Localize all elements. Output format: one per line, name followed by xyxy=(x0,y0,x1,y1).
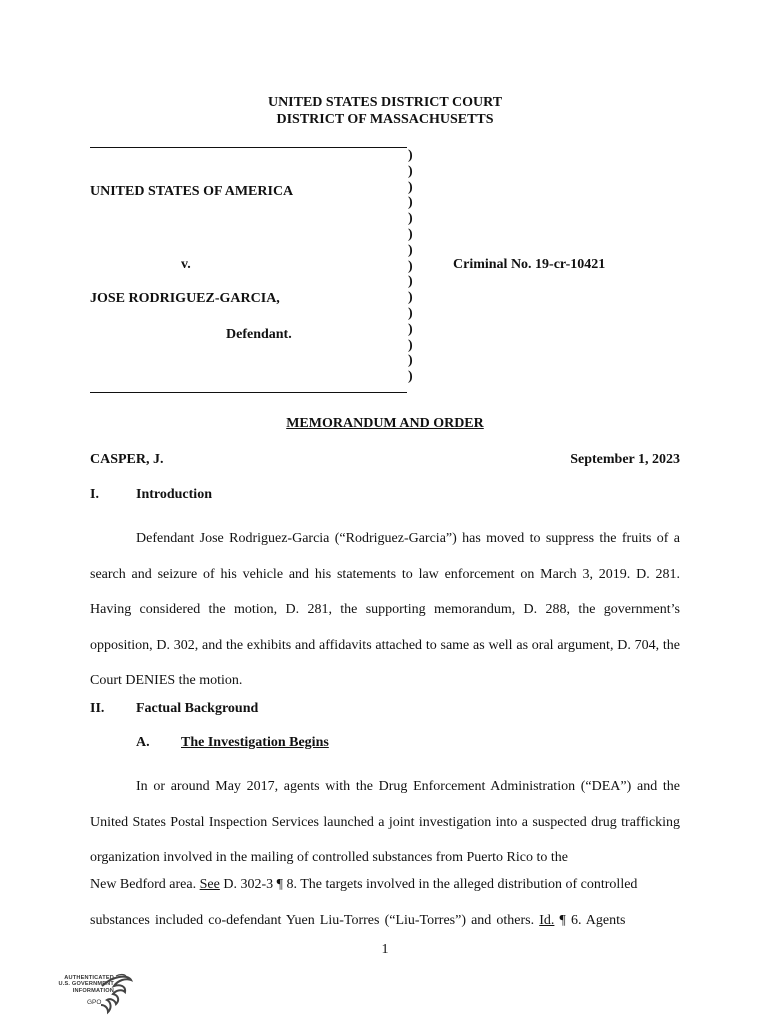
section-number: II. xyxy=(90,701,105,716)
judge-name: CASPER, J. xyxy=(90,452,164,467)
case-number: Criminal No. 19-cr-10421 xyxy=(453,257,606,272)
document-title: MEMORANDUM AND ORDER xyxy=(286,416,484,431)
page-number: 1 xyxy=(381,942,389,957)
investigation-paragraph-line xyxy=(90,877,680,893)
investigation-paragraph-line xyxy=(90,913,680,929)
investigation-paragraph: In or around May 2017, agents with the Drug Enforcement Administration (“DEA”) and the United States Postal Inspection Services launched a joint investigation into a suspected drug trafficking organization involved in the mailing of controlled substances from Puerto Rico to the xyxy=(90,779,680,866)
defendant-role: Defendant. xyxy=(226,327,292,342)
text-segment: D. 302-3 ¶ 8. The targets involved in the alleged distribution of controlled xyxy=(223,877,638,892)
court-district: DISTRICT OF MASSACHUSETTS xyxy=(276,112,494,127)
section-number: I. xyxy=(90,487,99,502)
citation-signal: Id. xyxy=(539,913,555,928)
text-segment: ¶ 6. Agents xyxy=(559,913,626,928)
subsection-number: A. xyxy=(136,735,150,750)
caption-top-rule xyxy=(90,147,407,148)
text-segment: substances included co-defendant Yuen Liu-Torres (“Liu-Torres”) and others. xyxy=(90,913,535,928)
gpo-authentication-seal xyxy=(42,972,134,1018)
citation-signal: See xyxy=(199,877,220,892)
versus-label: v. xyxy=(181,257,191,272)
eagle-swoosh-icon xyxy=(98,972,134,1018)
caption-bottom-rule xyxy=(90,392,407,393)
seal-text: AUTHENTICATED U.S. GOVERNMENT INFORMATION xyxy=(58,975,114,994)
text-segment: New Bedford area. xyxy=(90,877,197,892)
defendant-name: JOSE RODRIGUEZ-GARCIA, xyxy=(90,291,280,306)
section-heading: Factual Background xyxy=(136,701,259,716)
document-date: September 1, 2023 xyxy=(570,452,680,467)
introduction-paragraph: Defendant Jose Rodriguez-Garcia (“Rodriguez-Garcia”) has moved to suppress the fruits of a search and seizure of his vehicle and his statements to law enforcement on March 3, 2019. D. 281. Having considered the motion, D. 281, the supporting memorandum, D. 288, the government’s opposition, D. 302, and the exhibits and affidavits attached to same as well as oral argument, D. 704, the Court DENIES the motion. xyxy=(90,531,680,689)
plaintiff-name: UNITED STATES OF AMERICA xyxy=(90,184,294,199)
caption-parens: ) ) ) ) ) ) ) ) ) ) ) ) ) ) ) xyxy=(408,148,413,385)
section-heading: Introduction xyxy=(136,487,212,502)
court-name: UNITED STATES DISTRICT COURT xyxy=(267,95,503,110)
subsection-heading: The Investigation Begins xyxy=(181,735,329,750)
seal-org: GPO xyxy=(87,999,102,1006)
